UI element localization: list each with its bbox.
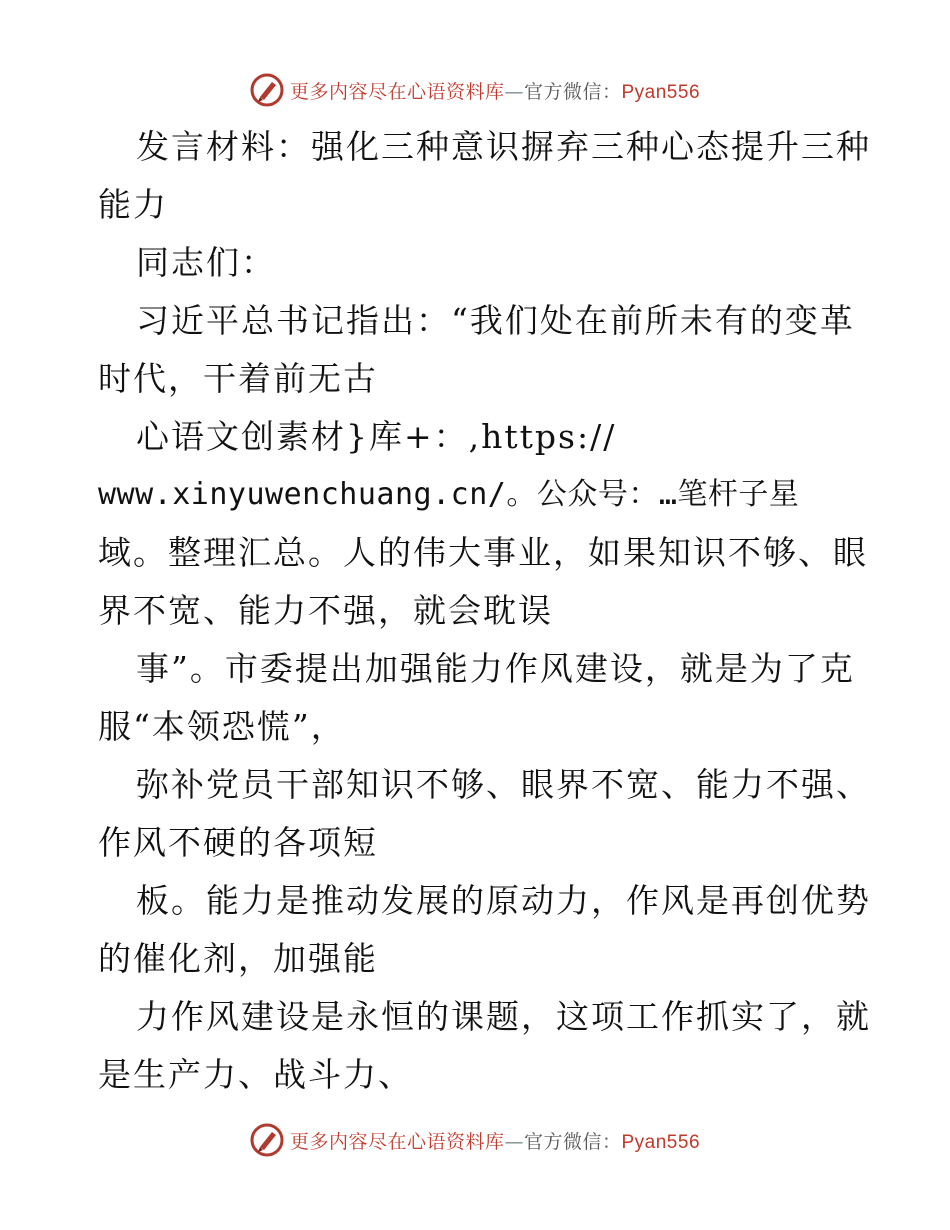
text-line: 服“本领恐慌”， [98, 707, 346, 746]
text-line: 心语文创素材}库+：,https:// [136, 417, 617, 456]
text-line: 能力 [98, 185, 168, 224]
header-text [290, 77, 700, 104]
header-banner [0, 70, 950, 110]
header-site-name: 更多内容尽在心语资料库 [289, 80, 505, 103]
text-line: 时代，干着前无古 [98, 359, 378, 398]
document-body [98, 118, 871, 1104]
text-line: 界不宽、能力不强，就会耽误 [98, 591, 553, 630]
footer-banner [0, 1120, 950, 1160]
text-line: 同志们： [136, 243, 276, 282]
text-line: 力作风建设是永恒的课题，这项工作抓实了，就 [136, 997, 871, 1036]
header-wechat-label: 官方微信： [523, 80, 622, 103]
footer-dash: — [504, 1130, 524, 1153]
pen-logo-icon [250, 73, 284, 107]
text-line: 的催化剂，加强能 [98, 939, 378, 978]
text-line: 发言材料：强化三种意识摒弃三种心态提升三种 [136, 127, 871, 166]
text-line: 作风不硬的各项短 [98, 823, 378, 862]
footer-site-name: 更多内容尽在心语资料库 [289, 1130, 505, 1153]
text-line: 事”。市委提出加强能力作风建设，就是为了克 [136, 649, 855, 688]
pen-logo-icon [250, 1123, 284, 1157]
text-line: 是生产力、战斗力、 [98, 1055, 413, 1094]
text-line: 习近平总书记指出：“我们处在前所未有的变革 [136, 301, 855, 340]
text-line-url: www.xinyuwenchuang.cn/。公众号：…笔杆子星 [98, 477, 800, 512]
footer-text [290, 1127, 700, 1154]
footer-wechat-id: Pyan556 [621, 1131, 701, 1153]
text-line: 域。整理汇总。人的伟大事业，如果知识不够、眼 [98, 533, 868, 572]
header-dash: — [504, 80, 524, 103]
footer-wechat-label: 官方微信： [523, 1130, 622, 1153]
header-wechat-id: Pyan556 [621, 81, 701, 103]
text-line: 板。能力是推动发展的原动力，作风是再创优势 [136, 881, 871, 920]
text-line: 弥补党员干部知识不够、眼界不宽、能力不强、 [136, 765, 871, 804]
